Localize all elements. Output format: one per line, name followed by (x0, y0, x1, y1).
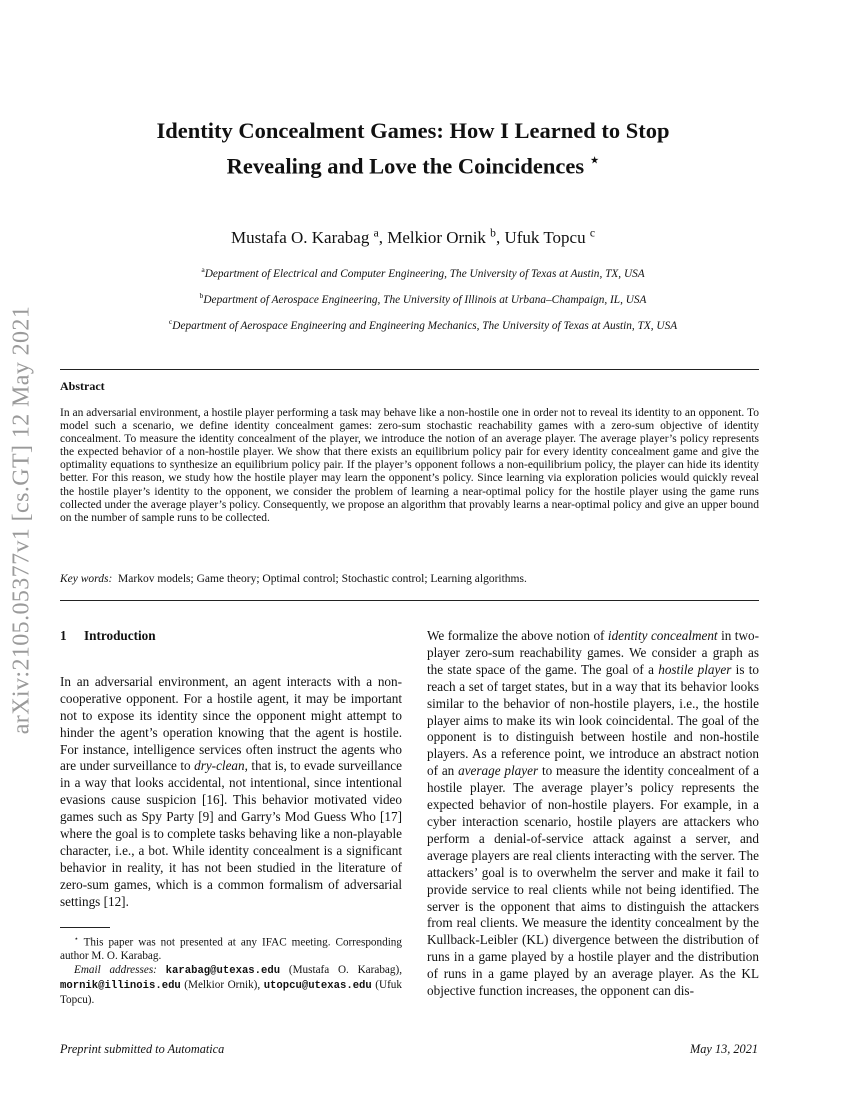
arxiv-stamp (2, 260, 42, 780)
section-heading (60, 628, 402, 645)
footnote-star (60, 932, 402, 964)
text-run: , that is, to evade surveillance in a way that looks accidental, not intentional, since intentional evasions cause suspicion [16]. This behavior motivated video games such as Spy Party [9] and Garry’s Mod Guess Who [17] where the goal is to complete tasks behaving like a non-playable character, i.e., a bot. While identity concealment is a significant behavior in reality, it has not been studied in the literature of zero-sum games, which is a common formalism of adversarial settings [12]. (60, 758, 402, 909)
affiliation-mark: b (199, 291, 204, 300)
email-label: Email addresses: (74, 964, 157, 977)
author-name: Melkior Ornik (387, 227, 486, 247)
email-address: utopcu@utexas.edu (263, 979, 372, 992)
footnote-emails (60, 964, 402, 1007)
abstract-top-rule (60, 369, 759, 370)
title-line-2 (60, 146, 766, 182)
email-owner: (Mustafa O. Karabag), (288, 964, 402, 977)
footer-date: May 13, 2021 (690, 1042, 758, 1056)
title-star-mark: ⋆ (589, 152, 600, 169)
abstract-heading: Abstract (60, 379, 105, 393)
emphasis: dry-clean (194, 758, 245, 774)
email-owner: (Ufuk Topcu). (60, 978, 402, 1006)
section-title: Introduction (84, 628, 156, 643)
footer-preprint-note: Preprint submitted to Automatica (60, 1042, 225, 1056)
affiliation-a (60, 265, 786, 280)
section-number: 1 (60, 628, 67, 643)
emphasis: hostile player (658, 661, 732, 677)
email-address: mornik@illinois.edu (60, 979, 181, 992)
author-name: Ufuk Topcu (504, 227, 586, 247)
keywords-label: Key words: (60, 573, 113, 585)
author-affil-mark: a (373, 226, 379, 239)
abstract-body: In an adversarial environment, a hostile player performing a task may behave like a non-hostile one in order not to reveal its identity to an opponent. To model such a scenario, we define identity concealment games: zero-sum stochastic reachability games with a zero-sum objective of identity concealment. To measure the identity concealment of the player, we introduce the notion of an average player. The average player’s policy represents the expected behavior of a non-hostile player. We show that there exists an equilibrium policy pair for every identity concealment game and give the optimality equations to synthesize an equilibrium policy pair. If the player’s opponent follows a non-equilibrium policy, the player can hide its identity better. For this reason, we study how the hostile player may learn the opponent’s policy. Since learning via exploration policies would quickly reveal the hostile player’s identity to the opponent, we consider the problem of learning a near-optimal policy for the hostile player using the game runs collected under the average player’s policy. Consequently, we propose an algorithm that provably learns a near-optimal policy and give an upper bound on the number of sample runs to be collected. (60, 407, 759, 524)
affiliation-mark: c (168, 317, 173, 326)
email-address: karabag@utexas.edu (165, 965, 281, 978)
keywords-text: Markov models; Game theory; Optimal control; Stochastic control; Learning algorithms. (118, 573, 527, 585)
affiliation-text: Department of Aerospace Engineering and Engineering Mechanics, The University of Texas at Austin, TX, USA (172, 319, 678, 332)
intro-paragraph-2 (427, 628, 759, 1000)
abstract-bottom-rule (60, 600, 759, 601)
author-name: Mustafa O. Karabag (231, 227, 370, 247)
author-list (60, 226, 766, 248)
paper-title (60, 116, 766, 182)
emphasis: average player (458, 763, 539, 779)
text-run: is to reach a set of target states, but in a way that its behavior looks similar to the behavior of non-hostile players, i.e., the hostile player aims to make its win look coincidental. The goal of the opponent is to distinguish between hostile and non-hostile players. As a reference point, we introduce an abstract notion of an (427, 661, 760, 779)
affiliation-c (60, 317, 786, 332)
author-sep: , (495, 227, 505, 247)
footnote-rule (60, 927, 110, 928)
footnotes (60, 932, 402, 1007)
text-run: In an adversarial environment, an agent interacts with a non-cooperative opponent. For a hostile agent, it may be important not to expose its identity since the opponent might attempt to hinder the agent’s operation knowing that the agent is hostile. For instance, intelligence services often instruct the agents who are under surveillance to (60, 673, 402, 774)
author-sep: , (378, 227, 388, 247)
affiliation-text: Department of Electrical and Computer Engineering, The University of Texas at Austin, TX, USA (204, 267, 645, 280)
author-affil-mark: c (589, 226, 595, 239)
footnote-text: This paper was not presented at any IFAC meeting. Corresponding author M. O. Karabag. (60, 936, 402, 963)
text-run: We formalize the above notion of (427, 628, 608, 643)
affiliation-text: Department of Aerospace Engineering, The University of Illinois at Urbana–Champaign, IL, USA (203, 293, 647, 306)
affiliation-b (60, 291, 786, 306)
arxiv-identifier: arXiv:2105.05377v1 [cs.GT] 12 May 2021 (8, 305, 35, 735)
email-owner: (Melkior Ornik), (184, 978, 261, 991)
text-run: in two-player zero-sum reachability games. We consider a graph as the state space of the game. The goal of a (427, 628, 759, 677)
intro-paragraph-1 (60, 674, 402, 911)
text-run: to measure the identity concealment of a hostile player. The average player’s policy represents the expected behavior of non-hostile players. For example, in a cyber interaction scenario, hostile players are attackers who perform a denial-of-service attack against a server, and average players are real clients interacting with the server. The attackers’ goal is to overwhelm the server and make it fail to provide service to real clients while not being identified. The server is the opponent that aims to distinguish the attackers from real clients. We measure the identity concealment by the Kullback-Leibler (KL) divergence between the distribution of runs in a game played by a hostile player and the distribution of runs in a game played by an average player. As the KL objective function increases, the opponent can dis- (427, 763, 759, 999)
affiliation-mark: a (201, 265, 205, 274)
author (231, 228, 387, 247)
left-column (60, 628, 402, 911)
keywords (60, 573, 759, 585)
author (387, 228, 504, 247)
emphasis: identity concealment (607, 628, 718, 643)
footnote-star-mark: ⋆ (74, 934, 79, 943)
author-affil-mark: b (490, 226, 496, 239)
right-column (427, 628, 759, 1000)
title-line-2-text: Revealing and Love the Coincidences (226, 153, 585, 179)
title-line-1: Identity Concealment Games: How I Learned to Stop (156, 118, 670, 143)
author (504, 228, 595, 247)
